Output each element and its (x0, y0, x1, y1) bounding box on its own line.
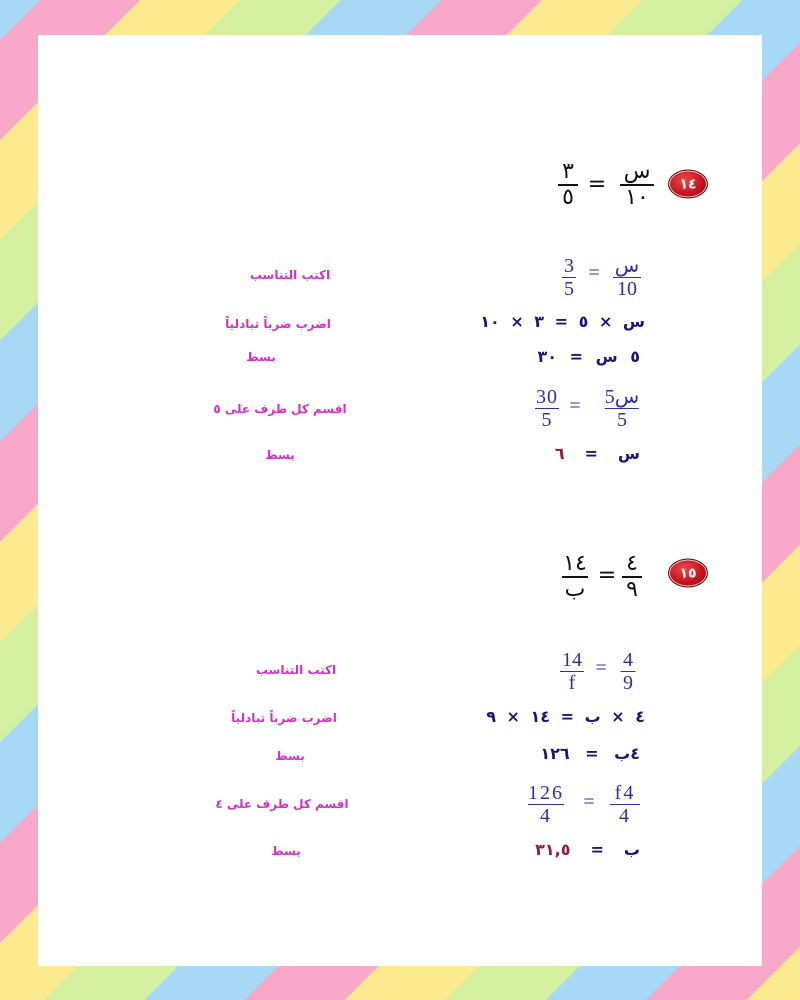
fraction-numerator: 4 (623, 649, 633, 671)
fraction-denominator: 5 (616, 409, 627, 431)
equals-sign: = (569, 395, 581, 417)
step-label: اضرب ضرباً تبادلياً (231, 711, 337, 725)
problem-number: ١٥ (679, 565, 697, 581)
fraction-denominator: f (568, 672, 576, 694)
answer-value: ٦ (554, 444, 565, 463)
step-expression: ٤ب = ١٢٦ (540, 744, 640, 763)
given-left-fraction (558, 161, 578, 209)
fraction-numerator: س (623, 159, 651, 184)
right-fraction (610, 783, 640, 826)
left-fraction (528, 783, 564, 826)
fraction-denominator: ٥ (562, 185, 574, 210)
fraction-numerator: 3 (564, 255, 574, 277)
fraction-numerator: 14 (562, 649, 582, 671)
step-label: اقسم كل طرف على ٥ (213, 402, 347, 416)
equals-sign: = (590, 840, 604, 859)
fraction-denominator: 5 (541, 409, 553, 431)
equals-sign: = (595, 657, 607, 679)
equals-sign: = (597, 563, 617, 588)
left-fraction (562, 256, 576, 299)
given-left-fraction (562, 553, 588, 601)
fraction-denominator: 5 (564, 278, 574, 300)
step-label: بسط (275, 749, 305, 763)
fraction-denominator: 4 (619, 805, 631, 827)
fraction-denominator: ب (564, 577, 586, 602)
step-label: اكتب التناسب (249, 268, 331, 282)
step-label: بسط (271, 844, 301, 858)
fraction-denominator: ٩ (626, 577, 638, 602)
step-label: اكتب التناسب (255, 663, 337, 677)
step-label: بسط (246, 350, 276, 364)
fraction-numerator: ٣ (562, 159, 574, 184)
given-right-fraction (622, 553, 642, 601)
problem-number-badge (668, 170, 708, 199)
variable: س (617, 444, 640, 463)
right-fraction (621, 650, 636, 693)
step-label: بسط (265, 448, 295, 462)
problem-number: ١٤ (679, 176, 697, 192)
fraction-numerator: f4 (614, 782, 636, 804)
given-right-fraction (620, 161, 654, 209)
final-answer-line (535, 842, 640, 858)
fraction-denominator: 4 (540, 805, 552, 827)
fraction-numerator: ١٤ (563, 551, 587, 576)
final-answer-line (555, 446, 640, 462)
fraction-numerator: 126 (528, 782, 564, 804)
step-label: اقسم كل طرف على ٤ (215, 797, 349, 811)
fraction-numerator: ٤ (626, 551, 638, 576)
fraction-denominator: 9 (623, 672, 633, 694)
left-fraction (560, 650, 584, 693)
step-expression: ٤ × ب = ١٤ × ٩ (486, 707, 645, 726)
equals-sign: = (584, 444, 598, 463)
fraction-denominator: 10 (617, 278, 637, 300)
left-fraction (535, 387, 559, 430)
fraction-numerator: س (614, 255, 640, 277)
step-expression: س × ٥ = ٣ × ١٠ (480, 312, 645, 331)
equals-sign: = (587, 172, 607, 197)
right-fraction (605, 387, 639, 430)
answer-value: ٣١,٥ (535, 840, 571, 859)
right-fraction (613, 256, 641, 299)
fraction-numerator: 30 (536, 386, 558, 408)
fraction-denominator: ١٠ (625, 185, 649, 210)
problem-number-badge (668, 559, 708, 588)
step-expression: ٥ س = ٣٠ (537, 347, 640, 366)
variable: ب (623, 840, 640, 859)
equals-sign: = (588, 262, 600, 284)
step-label: اضرب ضرباً تبادلياً (225, 317, 331, 331)
equals-sign: = (583, 791, 595, 813)
fraction-numerator: 5س (604, 386, 640, 408)
